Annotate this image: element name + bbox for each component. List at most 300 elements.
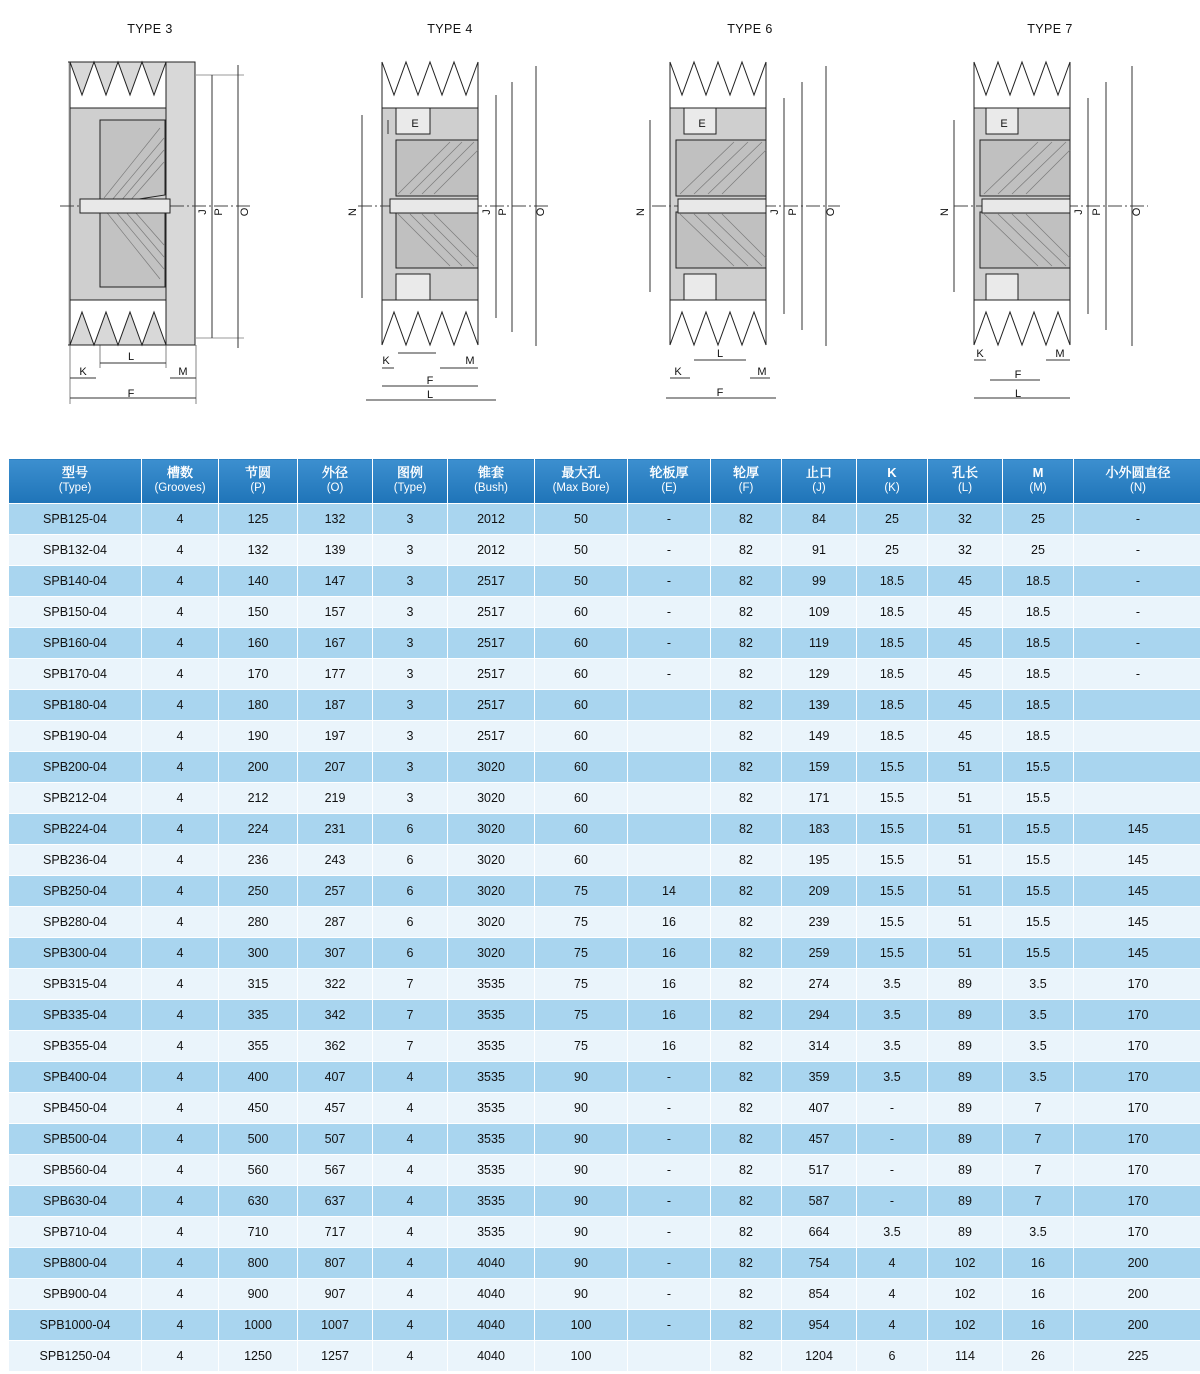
cell-value: 16 [1003,1278,1074,1309]
column-header-6 [448,459,535,504]
cell-value [628,1340,711,1371]
cell-value: 60 [535,689,628,720]
cell-value: - [857,1123,928,1154]
cell-value: 3 [373,658,448,689]
cell-type: SPB560-04 [9,1154,142,1185]
cell-value: 145 [1074,906,1200,937]
cell-value: 2517 [448,720,535,751]
cell-value: 51 [928,813,1003,844]
cell-value: 294 [782,999,857,1030]
cell-value: 335 [219,999,298,1030]
cell-value: 4 [373,1340,448,1371]
cell-value: 3535 [448,1123,535,1154]
cell-value: 75 [535,968,628,999]
cell-value: 4 [142,937,219,968]
cell-value: 25 [1003,534,1074,565]
cell-value: 90 [535,1061,628,1092]
cell-value: 4 [142,503,219,534]
cell-value: - [1074,565,1200,596]
cell-value: 219 [298,782,373,813]
cell-value: 132 [219,534,298,565]
cell-value: 16 [628,906,711,937]
cell-value: 139 [298,534,373,565]
cell-value: 89 [928,1123,1003,1154]
cell-value: 109 [782,596,857,627]
cell-value: 25 [1003,503,1074,534]
cell-value: 45 [928,658,1003,689]
cell-value: 4 [142,1092,219,1123]
cell-value: 664 [782,1216,857,1247]
cell-value: 18.5 [857,565,928,596]
cell-value: 129 [782,658,857,689]
cell-value: 4 [142,565,219,596]
cell-value: 4 [142,1278,219,1309]
cell-value: 4 [142,658,219,689]
cell-value: 3535 [448,968,535,999]
column-subtitle: (P) [250,482,266,495]
cell-value: 183 [782,813,857,844]
cell-value: 15.5 [857,937,928,968]
cell-value: 190 [219,720,298,751]
cell-value: 457 [298,1092,373,1123]
cell-value: 102 [928,1309,1003,1340]
cell-value [1074,751,1200,782]
cell-value: 18.5 [857,658,928,689]
cell-type: SPB212-04 [9,782,142,813]
column-title: 小外圆直径 [1105,465,1171,480]
cell-value: 160 [219,627,298,658]
svg-text:L: L [127,351,135,363]
column-subtitle: (J) [812,482,826,495]
cell-value: 195 [782,844,857,875]
cell-value: - [628,596,711,627]
cell-value: 82 [711,689,782,720]
cell-value: 3535 [448,999,535,1030]
svg-text:E: E [411,118,419,130]
cell-value: 25 [857,503,928,534]
column-subtitle: (Bush) [474,482,508,495]
cell-type: SPB125-04 [9,503,142,534]
cell-value: 89 [928,1061,1003,1092]
cell-value: 90 [535,1092,628,1123]
cell-value: 100 [535,1309,628,1340]
cell-value: - [628,1123,711,1154]
pulley-drawing-type-6 [600,0,900,432]
column-header-2 [142,459,219,504]
cell-value: 200 [1074,1278,1200,1309]
cell-value: 170 [1074,1123,1200,1154]
cell-value: 3.5 [857,968,928,999]
svg-text:M: M [178,366,188,378]
cell-value: 25 [857,534,928,565]
cell-value: 18.5 [857,689,928,720]
cell-value: 4 [142,999,219,1030]
cell-value: 3.5 [1003,1216,1074,1247]
cell-type: SPB355-04 [9,1030,142,1061]
table-body [9,503,1200,1371]
cell-value [1074,720,1200,751]
cell-value: 7 [1003,1123,1074,1154]
cell-value: 200 [219,751,298,782]
cell-value: 15.5 [857,751,928,782]
table-row [9,503,1200,534]
cell-type: SPB140-04 [9,565,142,596]
cell-value: 99 [782,565,857,596]
cell-value: 4 [142,1123,219,1154]
svg-text:O: O [239,207,251,217]
table-row [9,720,1200,751]
cell-value: 187 [298,689,373,720]
svg-text:L: L [1014,388,1022,400]
cell-value: 82 [711,1154,782,1185]
cell-value: 7 [373,1030,448,1061]
cell-value: 100 [535,1340,628,1371]
cell-value: 75 [535,999,628,1030]
cell-value: 159 [782,751,857,782]
column-title: 锥套 [477,465,504,480]
cell-value: 32 [928,503,1003,534]
cell-value: 3535 [448,1216,535,1247]
cell-value: 3535 [448,1185,535,1216]
cell-value: 2517 [448,658,535,689]
cell-type: SPB800-04 [9,1247,142,1278]
cell-value: 4 [373,1123,448,1154]
column-subtitle: (O) [326,482,344,495]
column-header-1 [9,459,142,504]
cell-type: SPB132-04 [9,534,142,565]
cell-value: 907 [298,1278,373,1309]
column-subtitle: (E) [661,482,677,495]
cell-value: 4 [373,1247,448,1278]
cell-value: 50 [535,565,628,596]
cell-value: 75 [535,906,628,937]
cell-value: 51 [928,782,1003,813]
cell-value: 75 [535,875,628,906]
cell-value: 4 [142,534,219,565]
table-row [9,844,1200,875]
cell-value: 4040 [448,1340,535,1371]
column-subtitle: (L) [957,482,973,495]
cell-value: 90 [535,1123,628,1154]
cell-value: 82 [711,1123,782,1154]
column-title: 型号 [61,465,88,480]
cell-value: 7 [1003,1092,1074,1123]
cell-value: 60 [535,658,628,689]
cell-value: 18.5 [857,596,928,627]
svg-text:F: F [127,388,135,400]
cell-value: 60 [535,627,628,658]
cell-type: SPB500-04 [9,1123,142,1154]
cell-value: 407 [782,1092,857,1123]
cell-value: 900 [219,1278,298,1309]
cell-value: 3020 [448,813,535,844]
cell-value: 45 [928,627,1003,658]
cell-value: 567 [298,1154,373,1185]
cell-value: 15.5 [857,813,928,844]
table-row [9,1061,1200,1092]
cell-value: 16 [628,999,711,1030]
cell-value: 157 [298,596,373,627]
cell-value: 4 [142,1340,219,1371]
cell-value [628,782,711,813]
cell-value: - [628,1216,711,1247]
cell-value: 82 [711,596,782,627]
cell-value: 140 [219,565,298,596]
cell-value: 224 [219,813,298,844]
cell-value: 6 [857,1340,928,1371]
column-header-8 [628,459,711,504]
table-row [9,906,1200,937]
cell-value: 16 [1003,1247,1074,1278]
cell-value: 3.5 [857,1061,928,1092]
column-header-13 [1003,459,1074,504]
cell-value: 51 [928,906,1003,937]
cell-type: SPB150-04 [9,596,142,627]
cell-value: 3.5 [1003,968,1074,999]
column-header-3 [219,459,298,504]
cell-value: 257 [298,875,373,906]
column-title: K [887,465,897,480]
cell-value: 4 [142,751,219,782]
svg-text:N: N [347,208,359,216]
cell-value: 147 [298,565,373,596]
cell-value: 18.5 [1003,658,1074,689]
cell-value: 560 [219,1154,298,1185]
cell-value: 170 [1074,1030,1200,1061]
cell-value: 259 [782,937,857,968]
cell-value: - [628,503,711,534]
table-row [9,751,1200,782]
cell-value: 4 [373,1092,448,1123]
cell-value: 4 [142,689,219,720]
cell-value: 1000 [219,1309,298,1340]
svg-text:N: N [635,208,647,216]
table-row [9,1216,1200,1247]
table-header [9,459,1200,504]
cell-value: - [628,1278,711,1309]
cell-value: 2012 [448,534,535,565]
cell-value: 4 [142,1309,219,1340]
column-title: 外径 [321,465,348,480]
cell-value: 322 [298,968,373,999]
cell-value: - [1074,658,1200,689]
cell-type: SPB190-04 [9,720,142,751]
cell-type: SPB250-04 [9,875,142,906]
cell-value: 200 [1074,1309,1200,1340]
table-row [9,1247,1200,1278]
cell-value: 15.5 [1003,751,1074,782]
svg-text:J: J [1073,209,1085,215]
table-row [9,1185,1200,1216]
cell-value: 125 [219,503,298,534]
cell-value: 4 [373,1309,448,1340]
cell-value: - [628,1309,711,1340]
column-title: 图例 [396,465,423,480]
cell-value [628,751,711,782]
cell-value: 82 [711,1278,782,1309]
column-header-4 [298,459,373,504]
cell-value: 197 [298,720,373,751]
cell-value: 225 [1074,1340,1200,1371]
cell-value: 145 [1074,844,1200,875]
cell-value: 91 [782,534,857,565]
cell-value: 4 [373,1185,448,1216]
cell-value: 3020 [448,937,535,968]
cell-value: 6 [373,937,448,968]
cell-value: - [628,1092,711,1123]
cell-type: SPB280-04 [9,906,142,937]
cell-value: 207 [298,751,373,782]
svg-text:J: J [769,209,781,215]
cell-value: 7 [373,968,448,999]
table-row [9,1092,1200,1123]
cell-value: 1007 [298,1309,373,1340]
cell-value: 4 [857,1278,928,1309]
cell-value: 18.5 [1003,596,1074,627]
table-row [9,813,1200,844]
cell-value: 60 [535,813,628,844]
cell-value: 4 [373,1216,448,1247]
cell-value: 18.5 [1003,689,1074,720]
cell-value: 145 [1074,813,1200,844]
cell-value: 90 [535,1247,628,1278]
cell-value: 90 [535,1185,628,1216]
cell-value: 84 [782,503,857,534]
table-row [9,658,1200,689]
cell-value: 89 [928,1216,1003,1247]
cell-value: 3.5 [857,999,928,1030]
cell-value: 75 [535,937,628,968]
cell-value: - [628,627,711,658]
cell-value: - [628,658,711,689]
cell-value: 82 [711,1247,782,1278]
cell-value: - [1074,596,1200,627]
cell-value: - [1074,503,1200,534]
svg-text:E: E [698,118,706,130]
cell-value: 3535 [448,1092,535,1123]
cell-type: SPB400-04 [9,1061,142,1092]
cell-value: 26 [1003,1340,1074,1371]
cell-value: 139 [782,689,857,720]
svg-text:J: J [197,209,209,215]
cell-value: 4 [857,1247,928,1278]
cell-value: - [628,1185,711,1216]
svg-text:O: O [1131,207,1143,217]
cell-value: 15.5 [857,906,928,937]
spec-table [8,458,1200,1372]
column-title: 槽数 [166,465,193,480]
cell-value: 250 [219,875,298,906]
cell-value: 89 [928,968,1003,999]
cell-value: 82 [711,1216,782,1247]
cell-value: 150 [219,596,298,627]
cell-value: 82 [711,782,782,813]
cell-value: 82 [711,999,782,1030]
cell-value: 82 [711,968,782,999]
cell-value: 15.5 [857,782,928,813]
cell-value: 15.5 [1003,813,1074,844]
cell-value: - [857,1154,928,1185]
cell-value: 167 [298,627,373,658]
cell-value: 3 [373,596,448,627]
table-row [9,1154,1200,1185]
cell-value: 89 [928,1154,1003,1185]
cell-value: 1204 [782,1340,857,1371]
cell-value: 355 [219,1030,298,1061]
cell-value: 15.5 [1003,844,1074,875]
cell-value [628,813,711,844]
pulley-drawing-type-3 [0,0,300,432]
cell-type: SPB160-04 [9,627,142,658]
cell-value: 807 [298,1247,373,1278]
cell-value: 6 [373,875,448,906]
cell-value [628,844,711,875]
cell-value: 82 [711,1030,782,1061]
svg-text:K: K [674,366,682,378]
cell-value: 3.5 [1003,1030,1074,1061]
cell-value: 51 [928,875,1003,906]
cell-value: 342 [298,999,373,1030]
diagram-caption: TYPE 6 [727,22,773,36]
cell-value: 170 [1074,1154,1200,1185]
cell-value: 3.5 [857,1216,928,1247]
column-subtitle: (Type) [393,482,427,495]
svg-text:P: P [497,208,509,216]
cell-value: 507 [298,1123,373,1154]
cell-value: 170 [1074,1092,1200,1123]
cell-value: 15.5 [1003,875,1074,906]
cell-value: 60 [535,596,628,627]
cell-value: 3 [373,782,448,813]
cell-value: 587 [782,1185,857,1216]
cell-value: - [628,1247,711,1278]
svg-text:P: P [213,208,225,216]
cell-value: 287 [298,906,373,937]
svg-text:K: K [976,348,984,360]
cell-value: 3020 [448,782,535,813]
cell-value: 3 [373,534,448,565]
svg-text:P: P [1091,208,1103,216]
column-title: 止口 [805,465,832,480]
cell-value: 7 [1003,1154,1074,1185]
cell-value: 4 [142,1247,219,1278]
cell-type: SPB335-04 [9,999,142,1030]
cell-value: 75 [535,1030,628,1061]
cell-value: 314 [782,1030,857,1061]
column-subtitle: (Type) [58,482,92,495]
cell-value: 102 [928,1278,1003,1309]
cell-value: 3020 [448,844,535,875]
diagram-type-3 [0,0,300,432]
cell-value: 32 [928,534,1003,565]
diagram-type-6 [600,0,900,432]
cell-value: 18.5 [1003,627,1074,658]
cell-value: 82 [711,1061,782,1092]
cell-value: 800 [219,1247,298,1278]
cell-value: 18.5 [857,627,928,658]
cell-value: 4040 [448,1247,535,1278]
header-row [9,459,1200,504]
cell-value: - [1074,534,1200,565]
diagram-row [0,0,1200,432]
cell-value: 16 [1003,1309,1074,1340]
svg-text:L: L [716,348,724,360]
cell-value: 954 [782,1309,857,1340]
cell-value: 400 [219,1061,298,1092]
cell-value [1074,689,1200,720]
cell-value: - [628,1061,711,1092]
svg-text:F: F [1014,369,1022,381]
